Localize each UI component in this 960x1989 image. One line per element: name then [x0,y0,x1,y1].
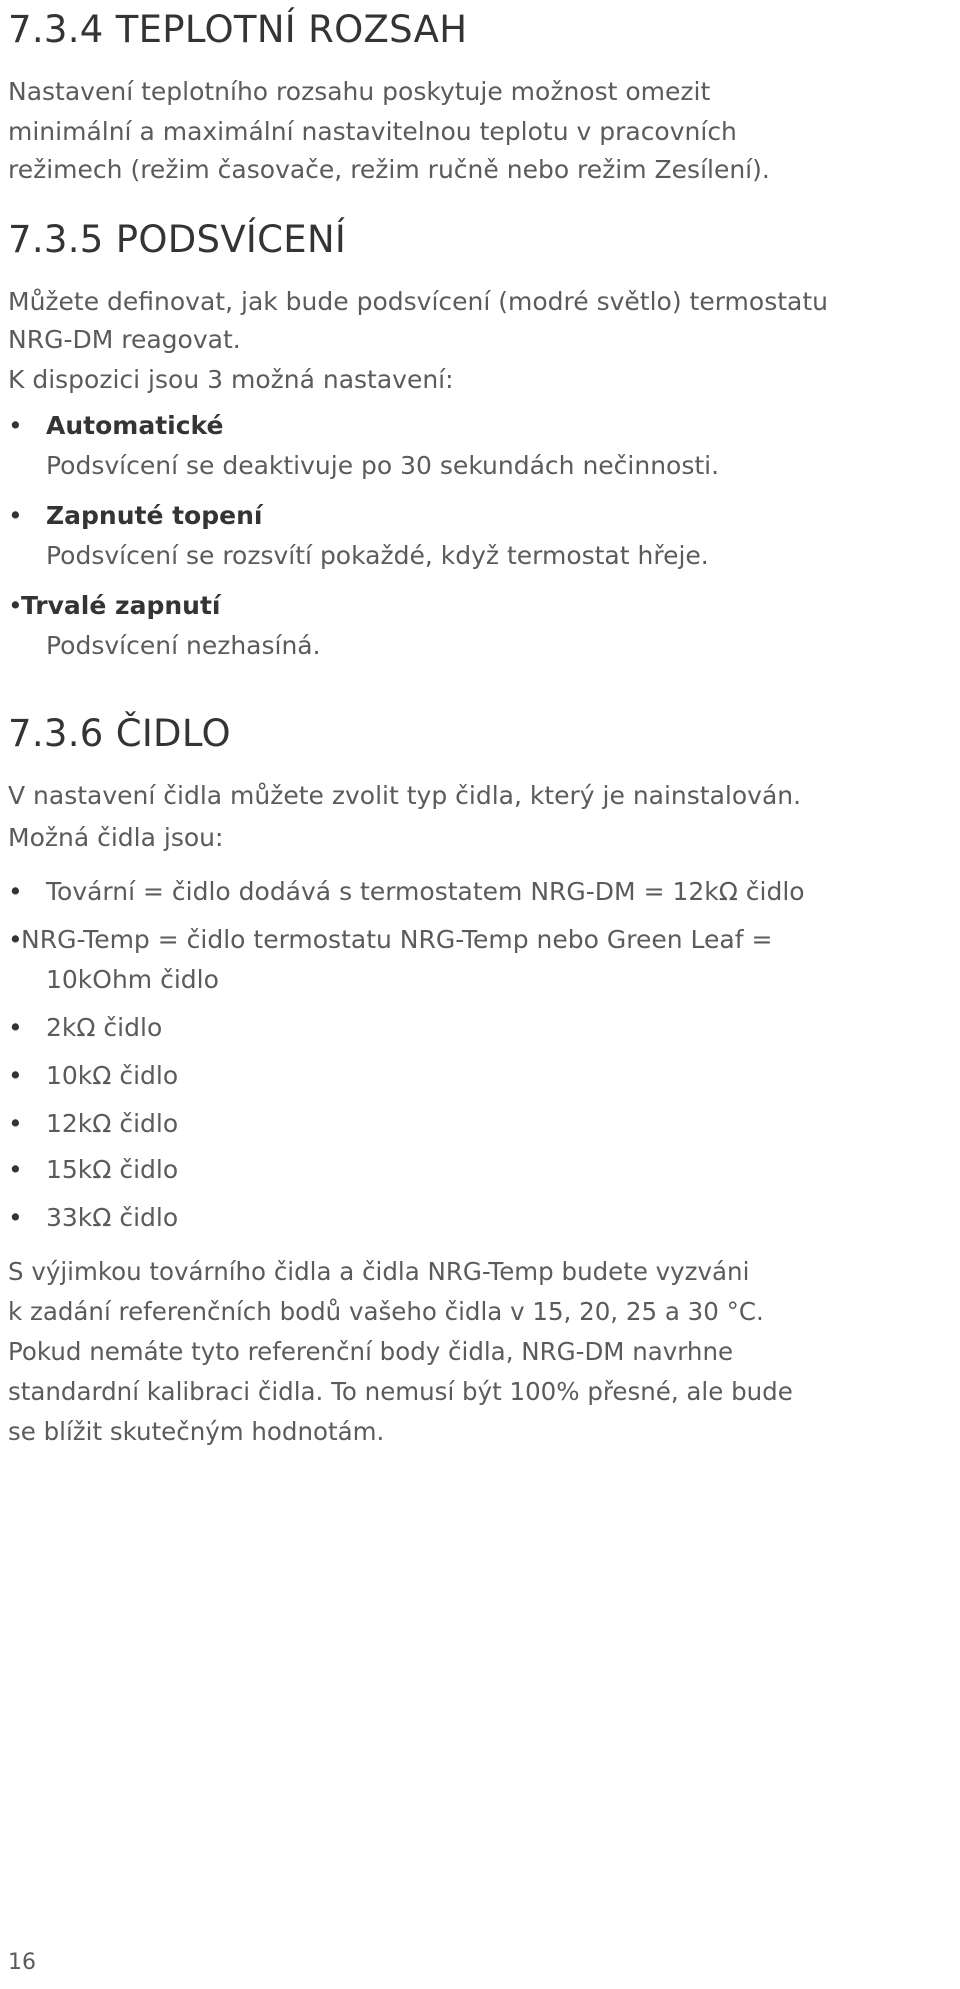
sensor-option: Tovární = čidlo dodává s termostatem NRG-DM = 12kΩ čidlo [46,877,805,906]
list-item [8,1150,178,1190]
bullet-icon: • [8,411,23,440]
bullet-icon: • [8,1061,23,1090]
list-item [8,496,262,536]
sensor-option: NRG-Temp = čidlo termostatu NRG-Temp nebo Green Leaf = [21,925,773,954]
paragraph-line: režimech (režim časovače, režim ručně nebo režim Zesílení). [8,155,770,184]
bullet-icon: • [8,1155,23,1184]
page-number: 16 [8,1950,36,1975]
section-title-sensor: 7.3.6 ČIDLO [8,712,231,755]
list-item [8,1198,178,1238]
paragraph-line: K dispozici jsou 3 možná nastavení: [8,365,454,394]
paragraph-line: Pokud nemáte tyto referenční body čidla, NRG-DM navrhne [8,1337,734,1366]
sensor-option: 33kΩ čidlo [46,1203,179,1232]
bullet-icon: • [8,877,23,906]
list-item [8,1008,162,1048]
sensor-option-continuation: 10kOhm čidlo [46,965,219,994]
paragraph-line: Nastavení teplotního rozsahu poskytuje možnost omezit [8,77,711,106]
option-label: Trvalé zapnutí [21,591,221,620]
list-item [8,872,805,912]
sensor-option: 12kΩ čidlo [46,1109,179,1138]
bullet-icon: • [8,591,23,620]
option-description: Podsvícení se deaktivuje po 30 sekundách nečinnosti. [46,451,720,480]
paragraph-line: Můžete definovat, jak bude podsvícení (modré světlo) termostatu [8,287,828,316]
section-title-backlight: 7.3.5 PODSVÍCENÍ [8,218,347,261]
paragraph-line: minimální a maximální nastavitelnou teplotu v pracovních [8,117,737,146]
section-title-temperature-range: 7.3.4 TEPLOTNÍ ROZSAH [8,8,468,51]
paragraph-line: NRG-DM reagovat. [8,325,241,354]
list-item [8,1104,178,1144]
sensor-option: 10kΩ čidlo [46,1061,179,1090]
option-label: Zapnuté topení [46,501,263,530]
bullet-icon: • [8,1109,23,1138]
list-item [8,1056,178,1096]
paragraph-line: k zadání referenčních bodů vašeho čidla v 15, 20, 25 a 30 °C. [8,1297,764,1326]
paragraph-line: V nastavení čidla můžete zvolit typ čidla, který je nainstalován. [8,781,802,810]
option-description: Podsvícení se rozsvítí pokaždé, když termostat hřeje. [46,541,709,570]
list-item [8,586,220,626]
list-item [8,920,772,960]
paragraph-line: standardní kalibraci čidla. To nemusí být 100% přesné, ale bude [8,1377,793,1406]
bullet-icon: • [8,501,23,530]
bullet-icon: • [8,1203,23,1232]
option-description: Podsvícení nezhasíná. [46,631,321,660]
paragraph-line: Možná čidla jsou: [8,823,224,852]
paragraph-line: S výjimkou továrního čidla a čidla NRG-Temp budete vyzváni [8,1257,750,1286]
bullet-icon: • [8,1013,23,1042]
option-label: Automatické [46,411,224,440]
sensor-option: 15kΩ čidlo [46,1155,179,1184]
sensor-option: 2kΩ čidlo [46,1013,163,1042]
list-item [8,406,223,446]
bullet-icon: • [8,925,23,954]
paragraph-line: se blížit skutečným hodnotám. [8,1417,385,1446]
